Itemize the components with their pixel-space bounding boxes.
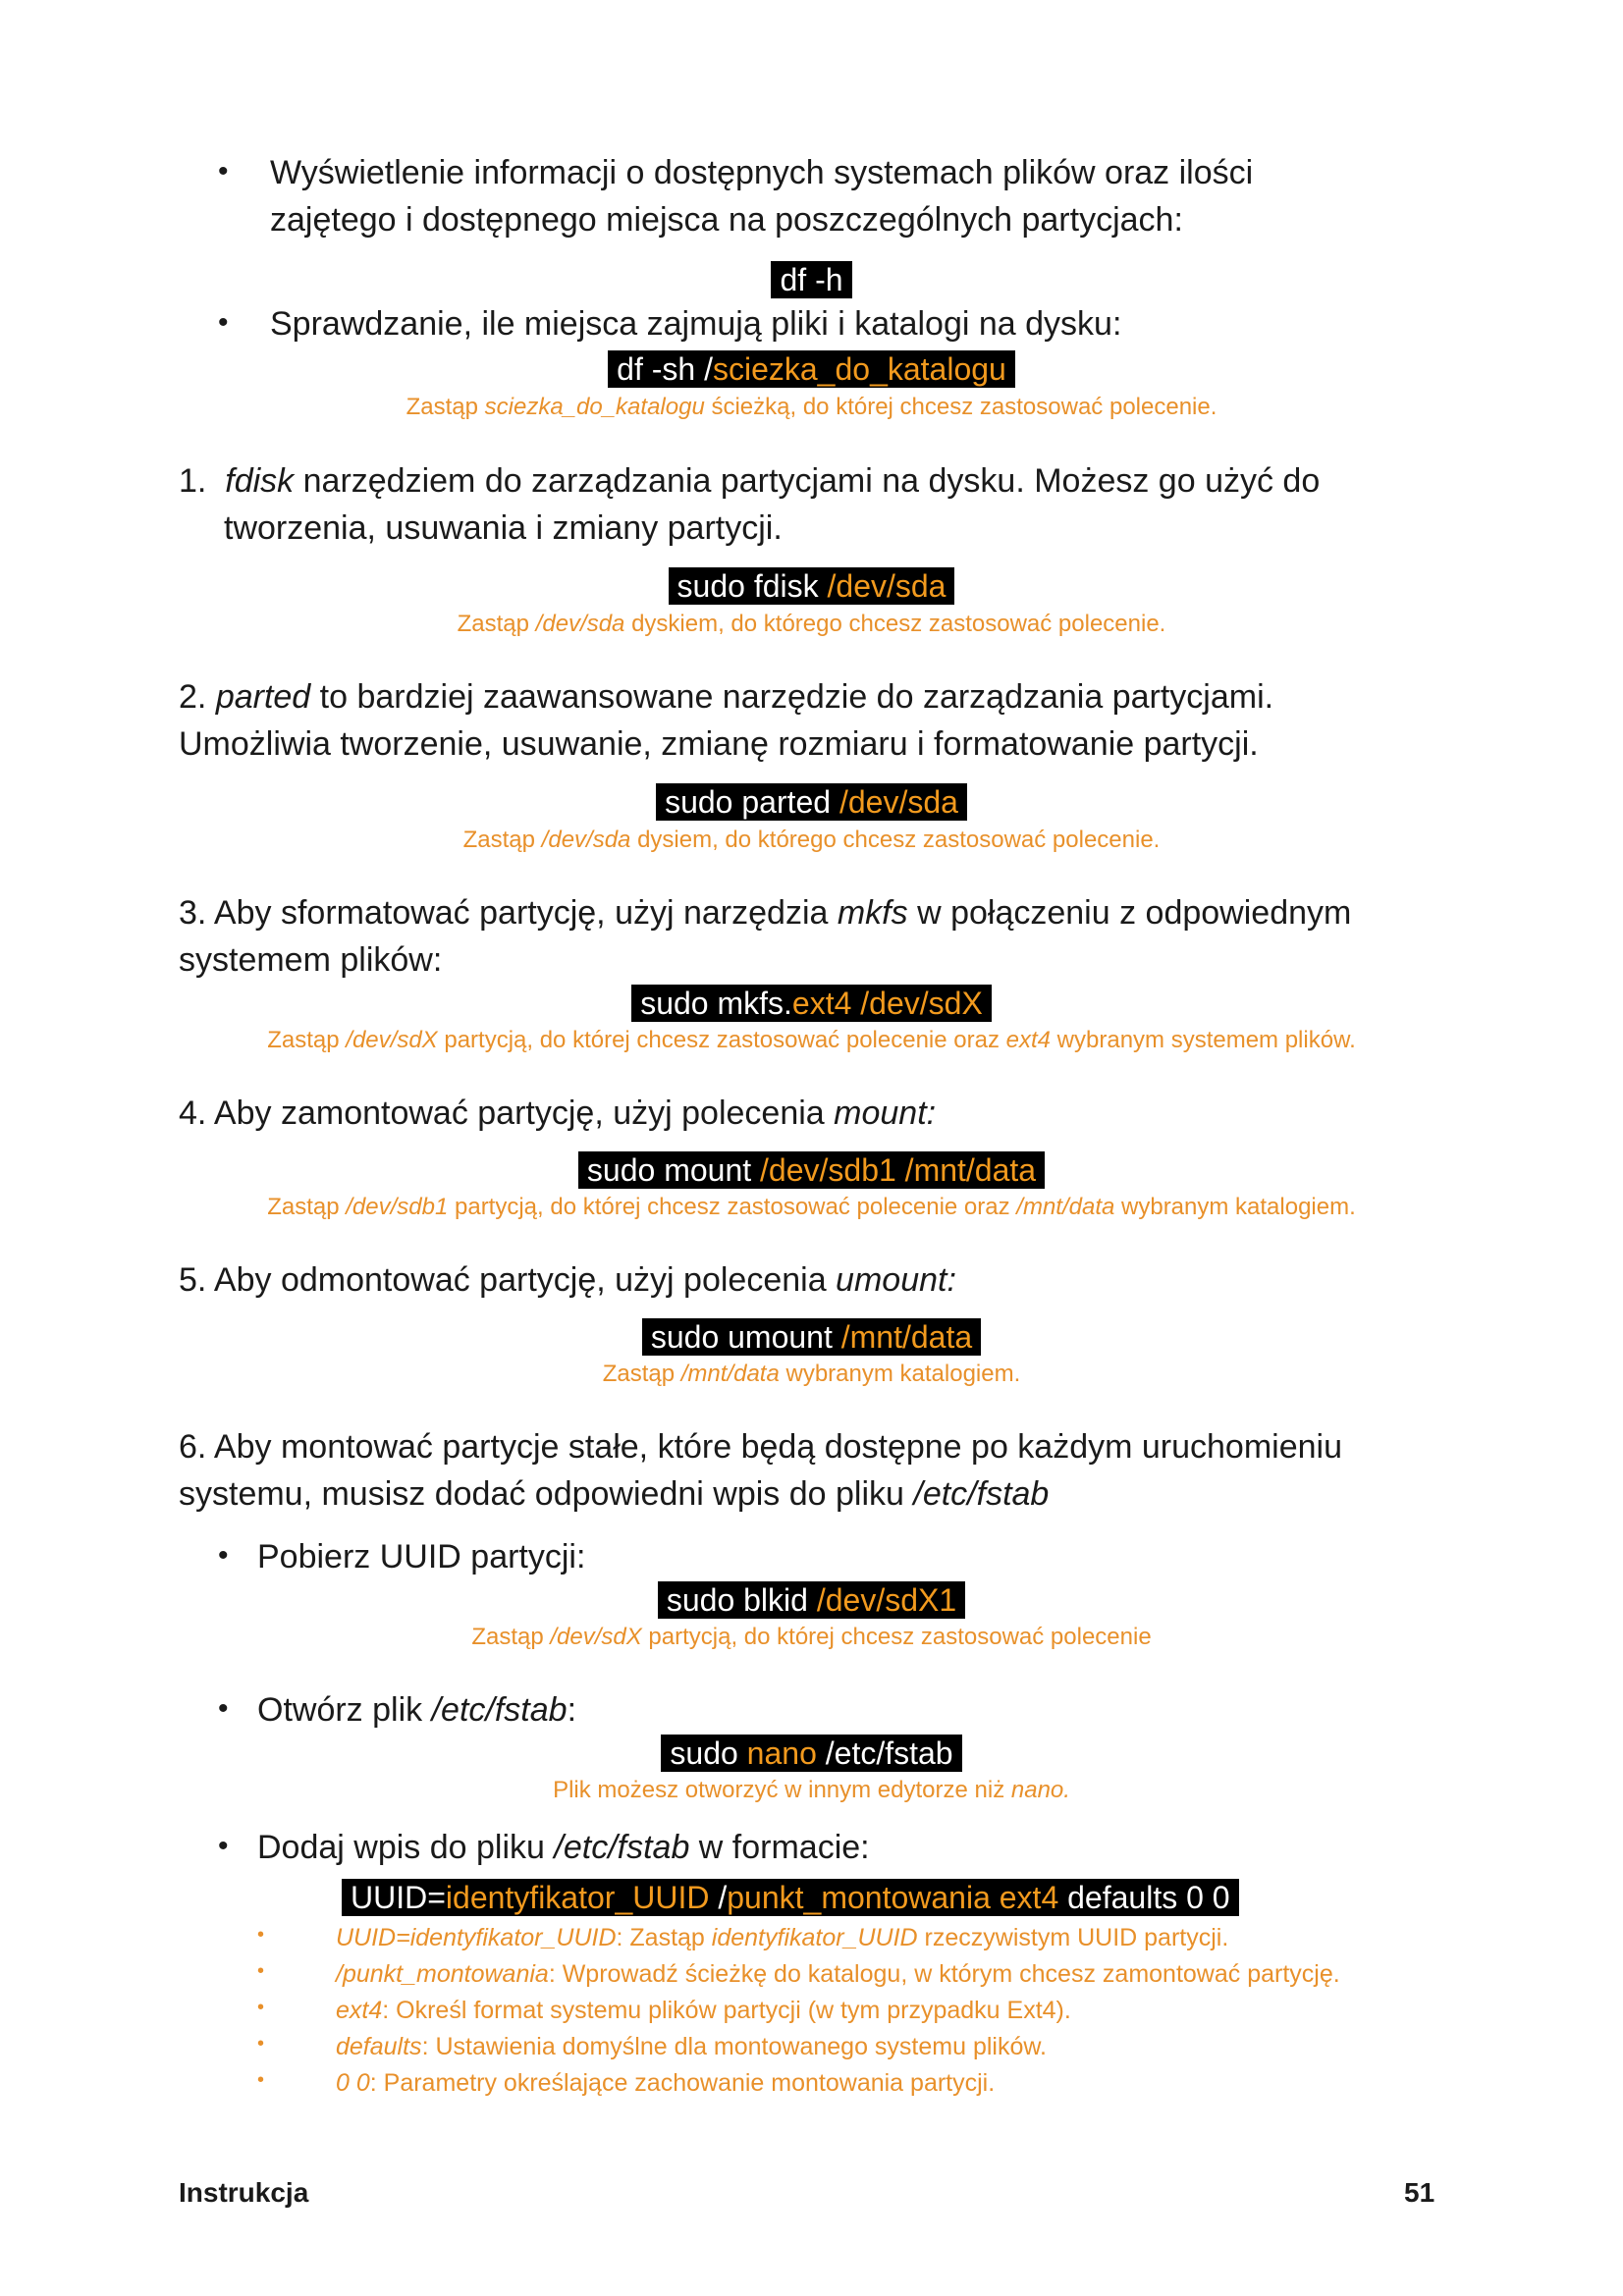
bullet-uuid: Pobierz UUID partycji: <box>257 1538 586 1575</box>
note-mount: Zastąp /dev/sdb1 partycją, do której chcesz zastosować polecenie oraz /mnt/data wybranym katalogiem. <box>267 1194 1356 1220</box>
footer-title: Instrukcja <box>179 2177 309 2208</box>
code-block-mkfs: sudo mkfs.ext4 /dev/sdX <box>0 985 1623 1022</box>
section-5: 5. Aby odmontować partycję, użyj polecenia umount: <box>179 1261 956 1299</box>
section-6: 6. Aby montować partycje stałe, które będą dostępne po każdym uruchomieniu systemu, musisz dodać odpowiedni wpis do pliku /etc/fstab <box>179 1428 1343 1513</box>
note-blkid: Zastąp /dev/sdX partycją, do której chcesz zastosować polecenie <box>471 1624 1152 1650</box>
code-block-blkid: sudo blkid /dev/sdX1 <box>0 1581 1623 1619</box>
section-1: 1. fdisk narzędziem do zarządzania partycjami na dysku. Możesz go użyć do tworzenia, usuwania i zmiany partycji. <box>179 462 1321 547</box>
section-4: 4. Aby zamontować partycję, użyj polecenia mount: <box>179 1095 937 1132</box>
code-block-fdisk: sudo fdisk /dev/sda <box>0 567 1623 605</box>
bullet-dot: • <box>218 1539 229 1572</box>
note-du: Zastąp sciezka_do_katalogu ścieżką, do której chcesz zastosować polecenie. <box>406 394 1217 420</box>
note-fdisk: Zastąp /dev/sda dyskiem, do którego chcesz zastosować polecenie. <box>457 611 1166 637</box>
note-parted: Zastąp /dev/sda dysiem, do którego chcesz zastosować polecenie. <box>462 827 1161 853</box>
code-block-nano: sudo nano /etc/fstab <box>0 1735 1623 1772</box>
section-2: 2. parted to bardziej zaawansowane narzędzie do zarządzania partycjami. Umożliwia tworzenie, usuwanie, zmianę rozmiaru i formatowanie partycji. <box>179 678 1274 763</box>
bullet-text-df: Wyświetlenie informacji o dostępnych systemach plików oraz ilości zajętego i dostępnego miejsca na poszczególnych partycjach: <box>270 154 1254 239</box>
bullet-dot: • <box>218 1830 229 1862</box>
code-block-parted: sudo parted /dev/sda <box>0 783 1623 821</box>
code-block-df: df -h <box>0 261 1623 298</box>
note-nano: Plik możesz otworzyć w innym edytorze niż nano. <box>553 1777 1070 1803</box>
code-block-fstab-entry: UUID=identyfikator_UUID /punkt_montowania ext4 defaults 0 0 <box>342 1879 1239 1916</box>
code-block-mount: sudo mount /dev/sdb1 /mnt/data <box>0 1151 1623 1189</box>
code-block-du: df -sh /sciezka_do_katalogu <box>0 350 1623 388</box>
bullet-dot: • <box>218 155 229 187</box>
note-mkfs: Zastąp /dev/sdX partycją, do której chcesz zastosować polecenie oraz ext4 wybranym systemem plików. <box>267 1027 1356 1053</box>
bullet-dot: • <box>218 1692 229 1725</box>
note-umount: Zastąp /mnt/data wybranym katalogiem. <box>602 1361 1021 1387</box>
bullet-dot: • <box>218 306 229 339</box>
bullet-open-fstab: Otwórz plik /etc/fstab: <box>257 1691 577 1729</box>
bullet-text-du: Sprawdzanie, ile miejsca zajmują pliki i katalogi na dysku: <box>270 305 1122 343</box>
page-number: 51 <box>1404 2177 1435 2208</box>
code-block-umount: sudo umount /mnt/data <box>0 1318 1623 1356</box>
bullet-add-entry: Dodaj wpis do pliku /etc/fstab w formacie: <box>257 1829 870 1866</box>
section-3: 3. Aby sformatować partycję, użyj narzędzia mkfs w połączeniu z odpowiednym systemem plików: <box>179 894 1352 979</box>
